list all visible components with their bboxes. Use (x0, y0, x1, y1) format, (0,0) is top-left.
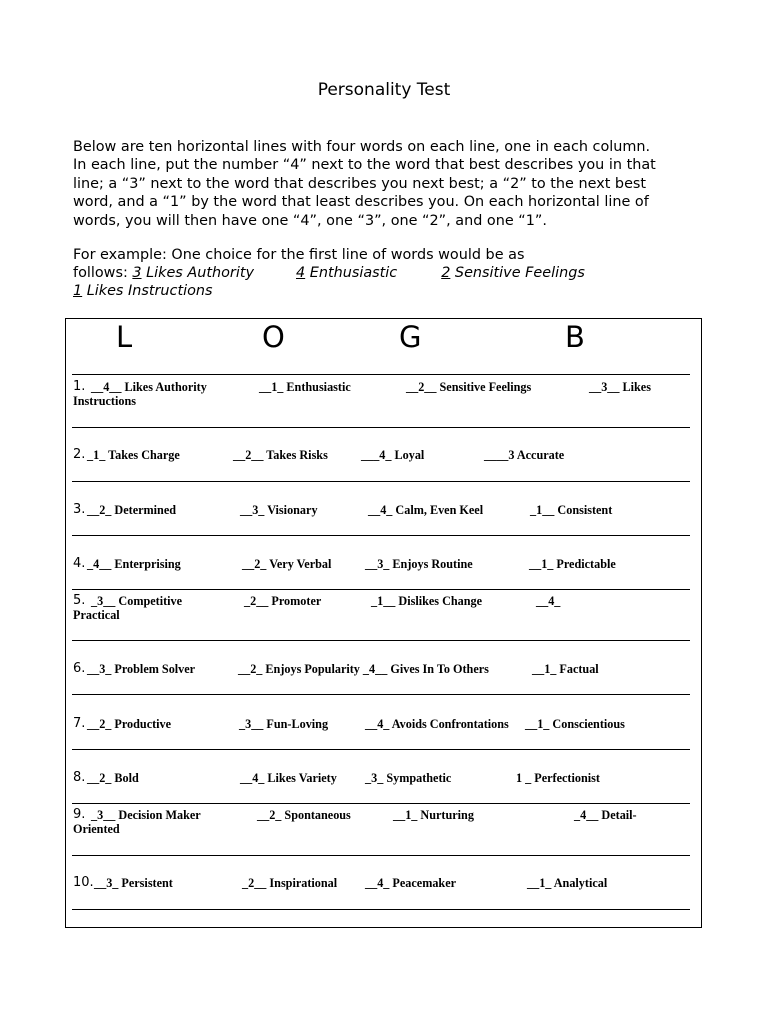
example-item (441, 265, 585, 281)
answer-cell-g: _1__ Dislikes Change (371, 594, 483, 608)
answer-cell-o: __3_ Visionary (240, 503, 318, 517)
answer-cell-o: __4_ Likes Variety (240, 771, 337, 785)
answer-cell-b: __1_ Analytical (527, 876, 608, 890)
answer-row-7 (73, 717, 693, 757)
answer-cell-l: _3__ Competitive (91, 594, 183, 608)
page-title: Personality Test (317, 80, 451, 100)
example-prefix: follows: (73, 265, 133, 281)
row-number: 6. (73, 661, 86, 676)
example-word: Sensitive Feelings (450, 265, 585, 281)
row-number: 10. (73, 875, 94, 890)
answer-row-1 (73, 380, 693, 420)
answer-cell-g: __2__ Sensitive Feelings (406, 380, 532, 394)
row-number: 1. (73, 379, 86, 394)
answer-cell-g: ___4_ Loyal (361, 448, 425, 462)
example-paragraph (73, 246, 703, 300)
instructions-line: line; a “3” next to the word that describes you next best; a “2” to the next best (73, 175, 647, 192)
answer-cell-b: ____3 Accurate (484, 448, 565, 462)
answer-row-5 (73, 594, 693, 634)
answer-cell-o: __2_ Enjoys Popularity _4__ Gives In To Others (238, 662, 489, 676)
answer-cell-b: __3__ Likes (589, 380, 651, 394)
example-word: Likes Authority (141, 265, 254, 281)
row-number: 2. (73, 447, 86, 462)
answer-cell-l: __2_ Bold (87, 771, 139, 785)
answer-line (72, 374, 690, 375)
answer-cell-b: __4_ (536, 594, 561, 608)
column-letter-b: B (565, 320, 585, 354)
answer-cell-o: __2_ Spontaneous (257, 808, 351, 822)
answer-wrap: Oriented (73, 822, 120, 836)
instructions-paragraph (73, 138, 703, 230)
answer-cell-o: _2__ Inspirational (242, 876, 338, 890)
answer-row-3 (73, 503, 693, 543)
answer-cell-g: __4_ Peacemaker (365, 876, 457, 890)
example-word: Enthusiastic (305, 265, 398, 281)
row-number: 3. (73, 502, 86, 517)
example-number: 4 (296, 265, 306, 281)
instructions-line: words, you will then have one “4”, one “3”, one “2”, and one “1”. (73, 212, 547, 229)
answer-cell-l: __4__ Likes Authority (91, 380, 207, 394)
answer-cell-o: __1_ Enthusiastic (259, 380, 351, 394)
answer-cell-g: _3_ Sympathetic (365, 771, 452, 785)
example-number: 1 (73, 283, 83, 299)
answer-row-8 (73, 771, 693, 811)
answer-row-6 (73, 662, 693, 702)
example-item (73, 282, 703, 300)
answer-cell-b: __1_ Conscientious (525, 717, 625, 731)
answer-wrap: Practical (73, 608, 120, 622)
answer-line (72, 855, 690, 856)
answer-cell-b: 1 _ Perfectionist (516, 771, 600, 785)
answer-wrap: Instructions (73, 394, 136, 408)
instructions-line: Below are ten horizontal lines with four words on each line, one in each column. (73, 139, 651, 155)
instructions-line: In each line, put the number “4” next to the word that best describes you in that (73, 157, 656, 174)
instructions-line: word, and a “1” by the word that least describes you. On each horizontal line of (73, 194, 649, 211)
column-letter-o: O (262, 320, 285, 354)
answer-cell-o: __2__ Takes Risks (233, 448, 328, 462)
row-number: 8. (73, 770, 86, 785)
answer-row-4 (73, 557, 693, 597)
answer-cell-l: _4__ Enterprising (87, 557, 181, 571)
example-word: Likes Instructions (82, 283, 213, 299)
answer-cell-l: _1_ Takes Charge (87, 448, 180, 462)
example-number: 2 (441, 265, 451, 281)
answer-row-9 (73, 808, 693, 848)
example-item (132, 265, 254, 281)
answer-cell-g: __4_ Avoids Confrontations (365, 717, 509, 731)
answer-cell-g: __1_ Nurturing (393, 808, 474, 822)
answer-cell-l: __2_ Determined (87, 503, 177, 517)
answer-cell-b: __1_ Predictable (529, 557, 616, 571)
row-number: 7. (73, 716, 86, 731)
answer-line (72, 427, 690, 428)
answer-cell-o: _2__ Promoter (244, 594, 322, 608)
example-number: 3 (132, 265, 142, 281)
column-letter-g: G (399, 320, 422, 354)
answer-cell-o: _3__ Fun-Loving (239, 717, 329, 731)
answer-cell-b: __1_ Factual (532, 662, 599, 676)
answer-cell-g: __4_ Calm, Even Keel (368, 503, 484, 517)
answer-cell-o: __2_ Very Verbal (242, 557, 332, 571)
example-intro: For example: One choice for the first line of words would be as (73, 247, 525, 263)
answer-row-2 (73, 448, 693, 488)
answer-cell-b: _4__ Detail- (574, 808, 637, 822)
answer-row-10 (73, 876, 693, 916)
answer-cell-l: __3_ Persistent (94, 876, 173, 890)
answer-cell-l: _3__ Decision Maker (91, 808, 201, 822)
row-number: 9. (73, 807, 86, 822)
column-letter-l: L (116, 320, 133, 354)
answer-cell-b: _1__ Consistent (530, 503, 613, 517)
answer-line (72, 640, 690, 641)
answer-cell-l: __2_ Productive (87, 717, 172, 731)
row-number: 4. (73, 556, 86, 571)
row-number: 5. (73, 593, 86, 608)
answer-cell-l: __3_ Problem Solver (87, 662, 196, 676)
example-choices (73, 264, 703, 282)
answer-cell-g: __3_ Enjoys Routine (365, 557, 473, 571)
example-item (296, 265, 397, 281)
